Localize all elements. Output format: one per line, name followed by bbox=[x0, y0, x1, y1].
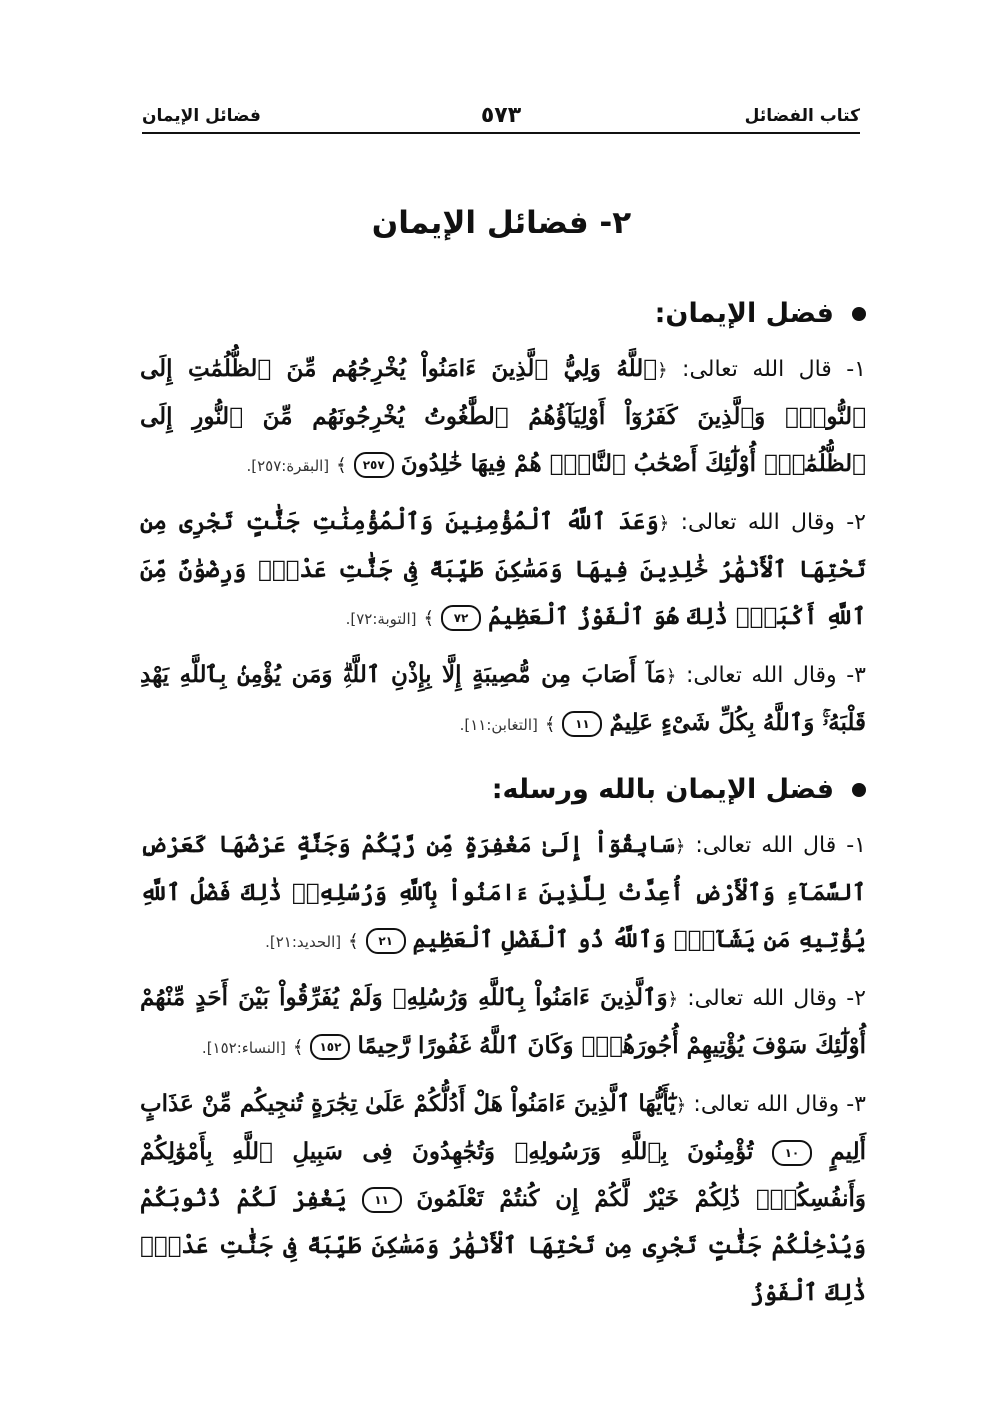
verse-close-bracket: ﴾ bbox=[423, 608, 435, 629]
entry bbox=[140, 499, 866, 642]
bullet-icon bbox=[852, 783, 866, 797]
surah-reference: [التوبة:٧٢]. bbox=[345, 610, 417, 628]
ayah-number-badge: ١٠ bbox=[772, 1140, 812, 1166]
entry bbox=[140, 1081, 866, 1317]
entry-intro: وقال الله تعالى: bbox=[693, 1092, 840, 1117]
entry-intro: وقال الله تعالى: bbox=[686, 663, 837, 688]
ayah-number-badge: ٢١ bbox=[366, 928, 406, 954]
entry-number: ٢- bbox=[846, 986, 866, 1011]
running-header bbox=[142, 104, 860, 134]
verse-open-bracket: ﴿ bbox=[675, 1095, 687, 1116]
page-number: ٥٧٣ bbox=[480, 103, 522, 128]
verse-open-bracket: ﴿ bbox=[667, 989, 679, 1010]
entry-intro: قال الله تعالى: bbox=[695, 833, 837, 858]
quran-verse: وَعَدَ ٱللَّهُ ٱلْمُؤْمِنِينَ وَٱلْمُؤْمِنَٰتِ جَنَّٰتٍ تَجْرِى مِن تَحْتِهَا ٱلْأَنْهَٰرُ خَٰلِدِينَ فِيهَا وَمَسَٰكِنَ طَيِّبَةً فِى جَنَّٰتِ عَدْنٍۚ وَرِضْوَٰنٌ مِّنَ ٱللَّهِ أَكْبَرُۚ ذَٰلِكَ هُوَ ٱلْفَوْزُ ٱلْعَظِيمُ bbox=[140, 508, 866, 630]
entry-intro: وقال الله تعالى: bbox=[680, 510, 835, 535]
entry bbox=[140, 822, 866, 965]
entry bbox=[140, 975, 866, 1071]
entry-number: ١- bbox=[846, 357, 866, 382]
entry-intro: قال الله تعالى: bbox=[682, 357, 832, 382]
entry-number: ٢- bbox=[846, 510, 866, 535]
entry bbox=[140, 346, 866, 489]
ayah-number-badge: ١١ bbox=[562, 711, 602, 737]
quran-verse-continued: تُؤْمِنُونَ بِٱللَّهِ وَرَسُولِهِۦ وَتُجَٰهِدُونَ فِى سَبِيلِ ٱللَّهِ بِأَمْوَٰلِكُمْ وَأَنفُسِكُمْۚ ذَٰلِكُمْ خَيْرٌ لَّكُمْ إِن كُنتُمْ تَعْلَمُونَ bbox=[140, 1138, 866, 1212]
ayah-number-badge: ٢٥٧ bbox=[354, 452, 394, 478]
ayah-number-badge: ١٥٢ bbox=[310, 1034, 350, 1060]
quran-verse: يَٰٓأَيُّهَا ٱلَّذِينَ ءَامَنُواْ هَلْ أَدُلُّكُمْ عَلَىٰ تِجَٰرَةٍ تُنجِيكُم مِّنْ عَذَابٍ أَلِيمٍ bbox=[140, 1090, 867, 1165]
quran-verse: مَآ أَصَابَ مِن مُّصِيبَةٍ إِلَّا بِإِذْنِ ٱللَّهِۗ وَمَن يُؤْمِنۢ بِٱللَّهِ يَهْدِ قَلْبَهُۥۚ وَٱللَّهُ بِكُلِّ شَىْءٍ عَلِيمٌ bbox=[140, 661, 866, 736]
verse-open-bracket: ﴿ bbox=[657, 360, 668, 381]
verse-close-bracket: ﴾ bbox=[544, 714, 556, 735]
verse-open-bracket: ﴿ bbox=[674, 836, 686, 857]
surah-reference: [النساء:١٥٢]. bbox=[201, 1039, 286, 1057]
entry-number: ١- bbox=[846, 833, 866, 858]
surah-reference: [الحديد:٢١]. bbox=[265, 933, 342, 951]
verse-close-bracket: ﴾ bbox=[336, 455, 347, 476]
ayah-number-badge: ١١ bbox=[362, 1187, 402, 1213]
section-heading-text: فضل الإيمان بالله ورسله: bbox=[491, 774, 834, 805]
section-heading bbox=[140, 294, 866, 334]
header-rule bbox=[142, 132, 860, 134]
verse-close-bracket: ﴾ bbox=[348, 931, 359, 952]
chapter-running-title: فضائل الإيمان bbox=[142, 106, 261, 126]
section-heading-text: فضل الإيمان: bbox=[654, 298, 834, 329]
section-faith-in-allah-messengers bbox=[140, 770, 866, 1317]
quran-verse: وَٱلَّذِينَ ءَامَنُواْ بِٱللَّهِ وَرُسُلِهِۦ وَلَمْ يُفَرِّقُواْ بَيْنَ أَحَدٍ مِّنْهُمْ أُوْلَٰٓئِكَ سَوْفَ يُؤْتِيهِمْ أُجُورَهُمْۗ وَكَانَ ٱللَّهُ غَفُورًا رَّحِيمًا bbox=[140, 984, 866, 1059]
page-content bbox=[140, 290, 866, 1327]
entry bbox=[140, 652, 866, 748]
quran-verse: سَابِقُوٓاْ إِلَىٰ مَغْفِرَةٍ مِّن رَّبِّكُمْ وَجَنَّةٍ عَرْضُهَا كَعَرْضِ ٱلسَّمَآءِ وَٱلْأَرْضِ أُعِدَّتْ لِلَّذِينَ ءَامَنُواْ بِٱللَّهِ وَرُسُلِهِۦۚ ذَٰلِكَ فَضْلُ ٱللَّهِ يُؤْتِيهِ مَن يَشَآءُۚ وَٱللَّهُ ذُو ٱلْفَضْلِ ٱلْعَظِيمِ bbox=[140, 831, 866, 953]
entry-number: ٣- bbox=[846, 1092, 866, 1117]
section-heading bbox=[140, 770, 866, 810]
quran-verse-continued: يَغْفِرْ لَكُمْ ذُنُوبَكُمْ وَيُدْخِلْكُمْ جَنَّٰتٍ تَجْرِى مِن تَحْتِهَا ٱلْأَنْهَٰرُ وَمَسَٰكِنَ طَيِّبَةً فِى جَنَّٰتِ عَدْنٍۚ ذَٰلِكَ ٱلْفَوْزُ bbox=[140, 1185, 866, 1306]
verse-close-bracket: ﴾ bbox=[292, 1037, 304, 1058]
surah-reference: [البقرة:٢٥٧]. bbox=[246, 457, 330, 475]
book-title: كتاب الفضائل bbox=[744, 106, 860, 126]
quran-verse: ٱللَّهُ وَلِيُّ ٱلَّذِينَ ءَامَنُواْ يُخْرِجُهُم مِّنَ ٱلظُّلُمَٰتِ إِلَى ٱلنُّورِۖ وَٱلَّذِينَ كَفَرُوٓاْ أَوْلِيَآؤُهُمُ ٱلطَّٰغُوتُ يُخْرِجُونَهُم مِّنَ ٱلنُّورِ إِلَى ٱلظُّلُمَٰتِۗ أُوْلَٰٓئِكَ أَصْحَٰبُ ٱلنَّارِۖ هُمْ فِيهَا خَٰلِدُونَ bbox=[140, 355, 866, 477]
section-faith-virtue bbox=[140, 294, 866, 748]
chapter-title: ٢- فضائل الإيمان bbox=[371, 205, 632, 241]
surah-reference: [التغابن:١١]. bbox=[459, 716, 538, 734]
bullet-icon bbox=[852, 307, 866, 321]
ayah-number-badge: ٧٢ bbox=[441, 605, 481, 631]
verse-open-bracket: ﴿ bbox=[665, 666, 677, 687]
entry-number: ٣- bbox=[846, 663, 866, 688]
verse-open-bracket: ﴿ bbox=[658, 513, 670, 534]
entry-intro: وقال الله تعالى: bbox=[687, 986, 838, 1011]
